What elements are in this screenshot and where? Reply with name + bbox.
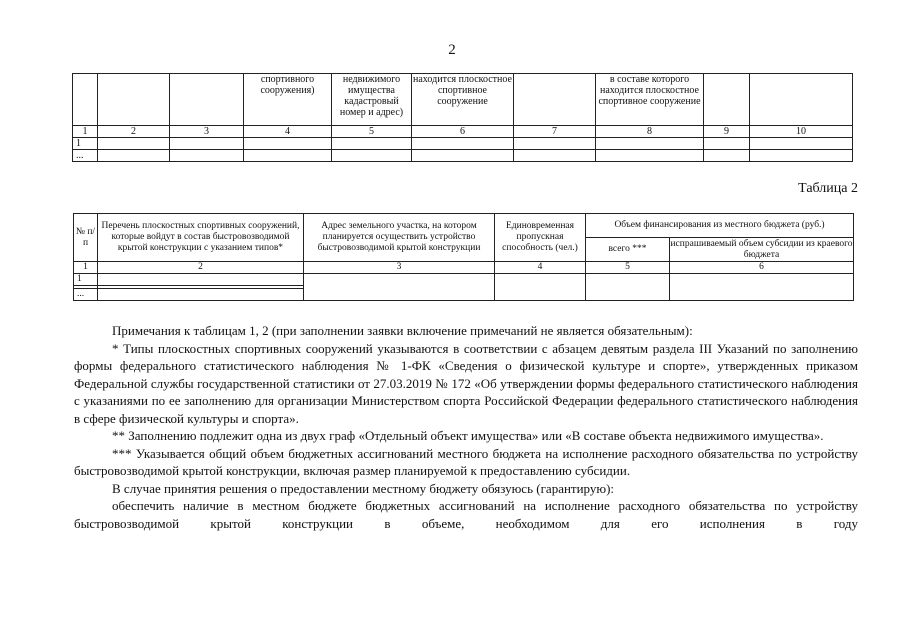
t2-col-number: 5 xyxy=(586,262,670,274)
t1-row-number: 1 xyxy=(73,138,98,150)
t1-row-number: ... xyxy=(73,150,98,162)
t1-col-number: 1 xyxy=(73,126,98,138)
note-three-stars: *** Указывается общий объем бюджетных ассигнований местного бюджета на исполнение расходного обязательства по устройству быстровозводимой крытой конструкции, включая размер планируемой к предоставлению субсидии. xyxy=(74,445,858,478)
table-1-number-row xyxy=(73,126,853,138)
table-1-header-row xyxy=(73,74,853,126)
t2-header-total: всего *** xyxy=(586,238,670,262)
notes-heading: Примечания к таблицам 1, 2 (при заполнении заявки включение примечаний не является обязательным): xyxy=(112,323,693,338)
t2-header-capacity: Единовременная пропускная способность (чел.) xyxy=(495,214,586,262)
t1-header-col4: спортивного сооружения) xyxy=(244,74,332,126)
table-row xyxy=(73,150,853,162)
table-2-header-row xyxy=(74,214,854,238)
t1-col-number: 4 xyxy=(244,126,332,138)
table-2-number-row xyxy=(74,262,854,274)
t1-col-number: 10 xyxy=(750,126,853,138)
t2-col-number: 6 xyxy=(670,262,854,274)
t2-col-number: 3 xyxy=(304,262,495,274)
t1-col-number: 3 xyxy=(170,126,244,138)
page-number: 2 xyxy=(448,42,456,58)
t2-header-address: Адрес земельного участка, на котором планируется осуществить устройство быстровозводимой крытой конструкции xyxy=(304,214,495,262)
note-two-stars: ** Заполнению подлежит одна из двух граф «Отдельный объект имущества» или «В составе объекта недвижимого имущества». xyxy=(112,428,824,443)
t2-col-number: 4 xyxy=(495,262,586,274)
table-row xyxy=(73,138,853,150)
t1-header-col8: в составе которого находится плоскостное спортивное сооружение xyxy=(596,74,704,126)
t2-row-number: 1 xyxy=(74,274,98,286)
t1-col-number: 5 xyxy=(332,126,412,138)
t1-col-number: 2 xyxy=(98,126,170,138)
t2-header-list: Перечень плоскостных спортивных сооружений, которые войдут в состав быстровозводимой крытой конструкции с указанием типов* xyxy=(98,214,304,262)
t2-col-number: 2 xyxy=(98,262,304,274)
note-one-star: * Типы плоскостных спортивных сооружений указываются в соответствии с абзацем девятым раздела III Указаний по заполнению формы федерального статистического наблюдения № 1-ФК «Сведения о физической культуре и спорте», утвержденных приказом Федеральной службы государственной статистики от 27.03.2019 № 172 «Об утверждении формы федерального статистического наблюдения с указаниями по ее заполнению для организации Министерством спорта Российской Федерации федерального статистического наблюдения в сфере физической культуры и спорта». xyxy=(74,340,858,426)
t2-row-number: ... xyxy=(74,289,98,301)
t1-header-col6: находится плоскостное спортивное сооружение xyxy=(412,74,514,126)
t2-header-num: № п/п xyxy=(74,214,98,262)
t1-col-number: 7 xyxy=(514,126,596,138)
table-2-caption: Таблица 2 xyxy=(798,181,858,196)
table-2 xyxy=(73,213,854,301)
table-row xyxy=(74,274,854,286)
t2-col-number: 1 xyxy=(74,262,98,274)
commitment-intro: В случае принятия решения о предоставлении местному бюджету обязуюсь (гарантирую): xyxy=(112,480,615,496)
t2-header-subsidy: испрашиваемый объем субсидии из краевого бюджета xyxy=(670,238,853,260)
commitment-item: обеспечить наличие в местном бюджете бюджетных ассигнований на исполнение расходного обязательства по устройству быстровозводимой крытой конструкции в объеме, необходимом для его исполнения в году xyxy=(74,498,858,531)
table-1 xyxy=(72,73,853,162)
t1-header-col5: недвижимого имущества кадастровый номер и адрес) xyxy=(332,74,412,126)
notes-section xyxy=(74,322,858,532)
t1-col-number: 8 xyxy=(596,126,704,138)
t1-col-number: 6 xyxy=(412,126,514,138)
t2-header-funding: Объем финансирования из местного бюджета (руб.) xyxy=(586,214,854,238)
t1-col-number: 9 xyxy=(704,126,750,138)
